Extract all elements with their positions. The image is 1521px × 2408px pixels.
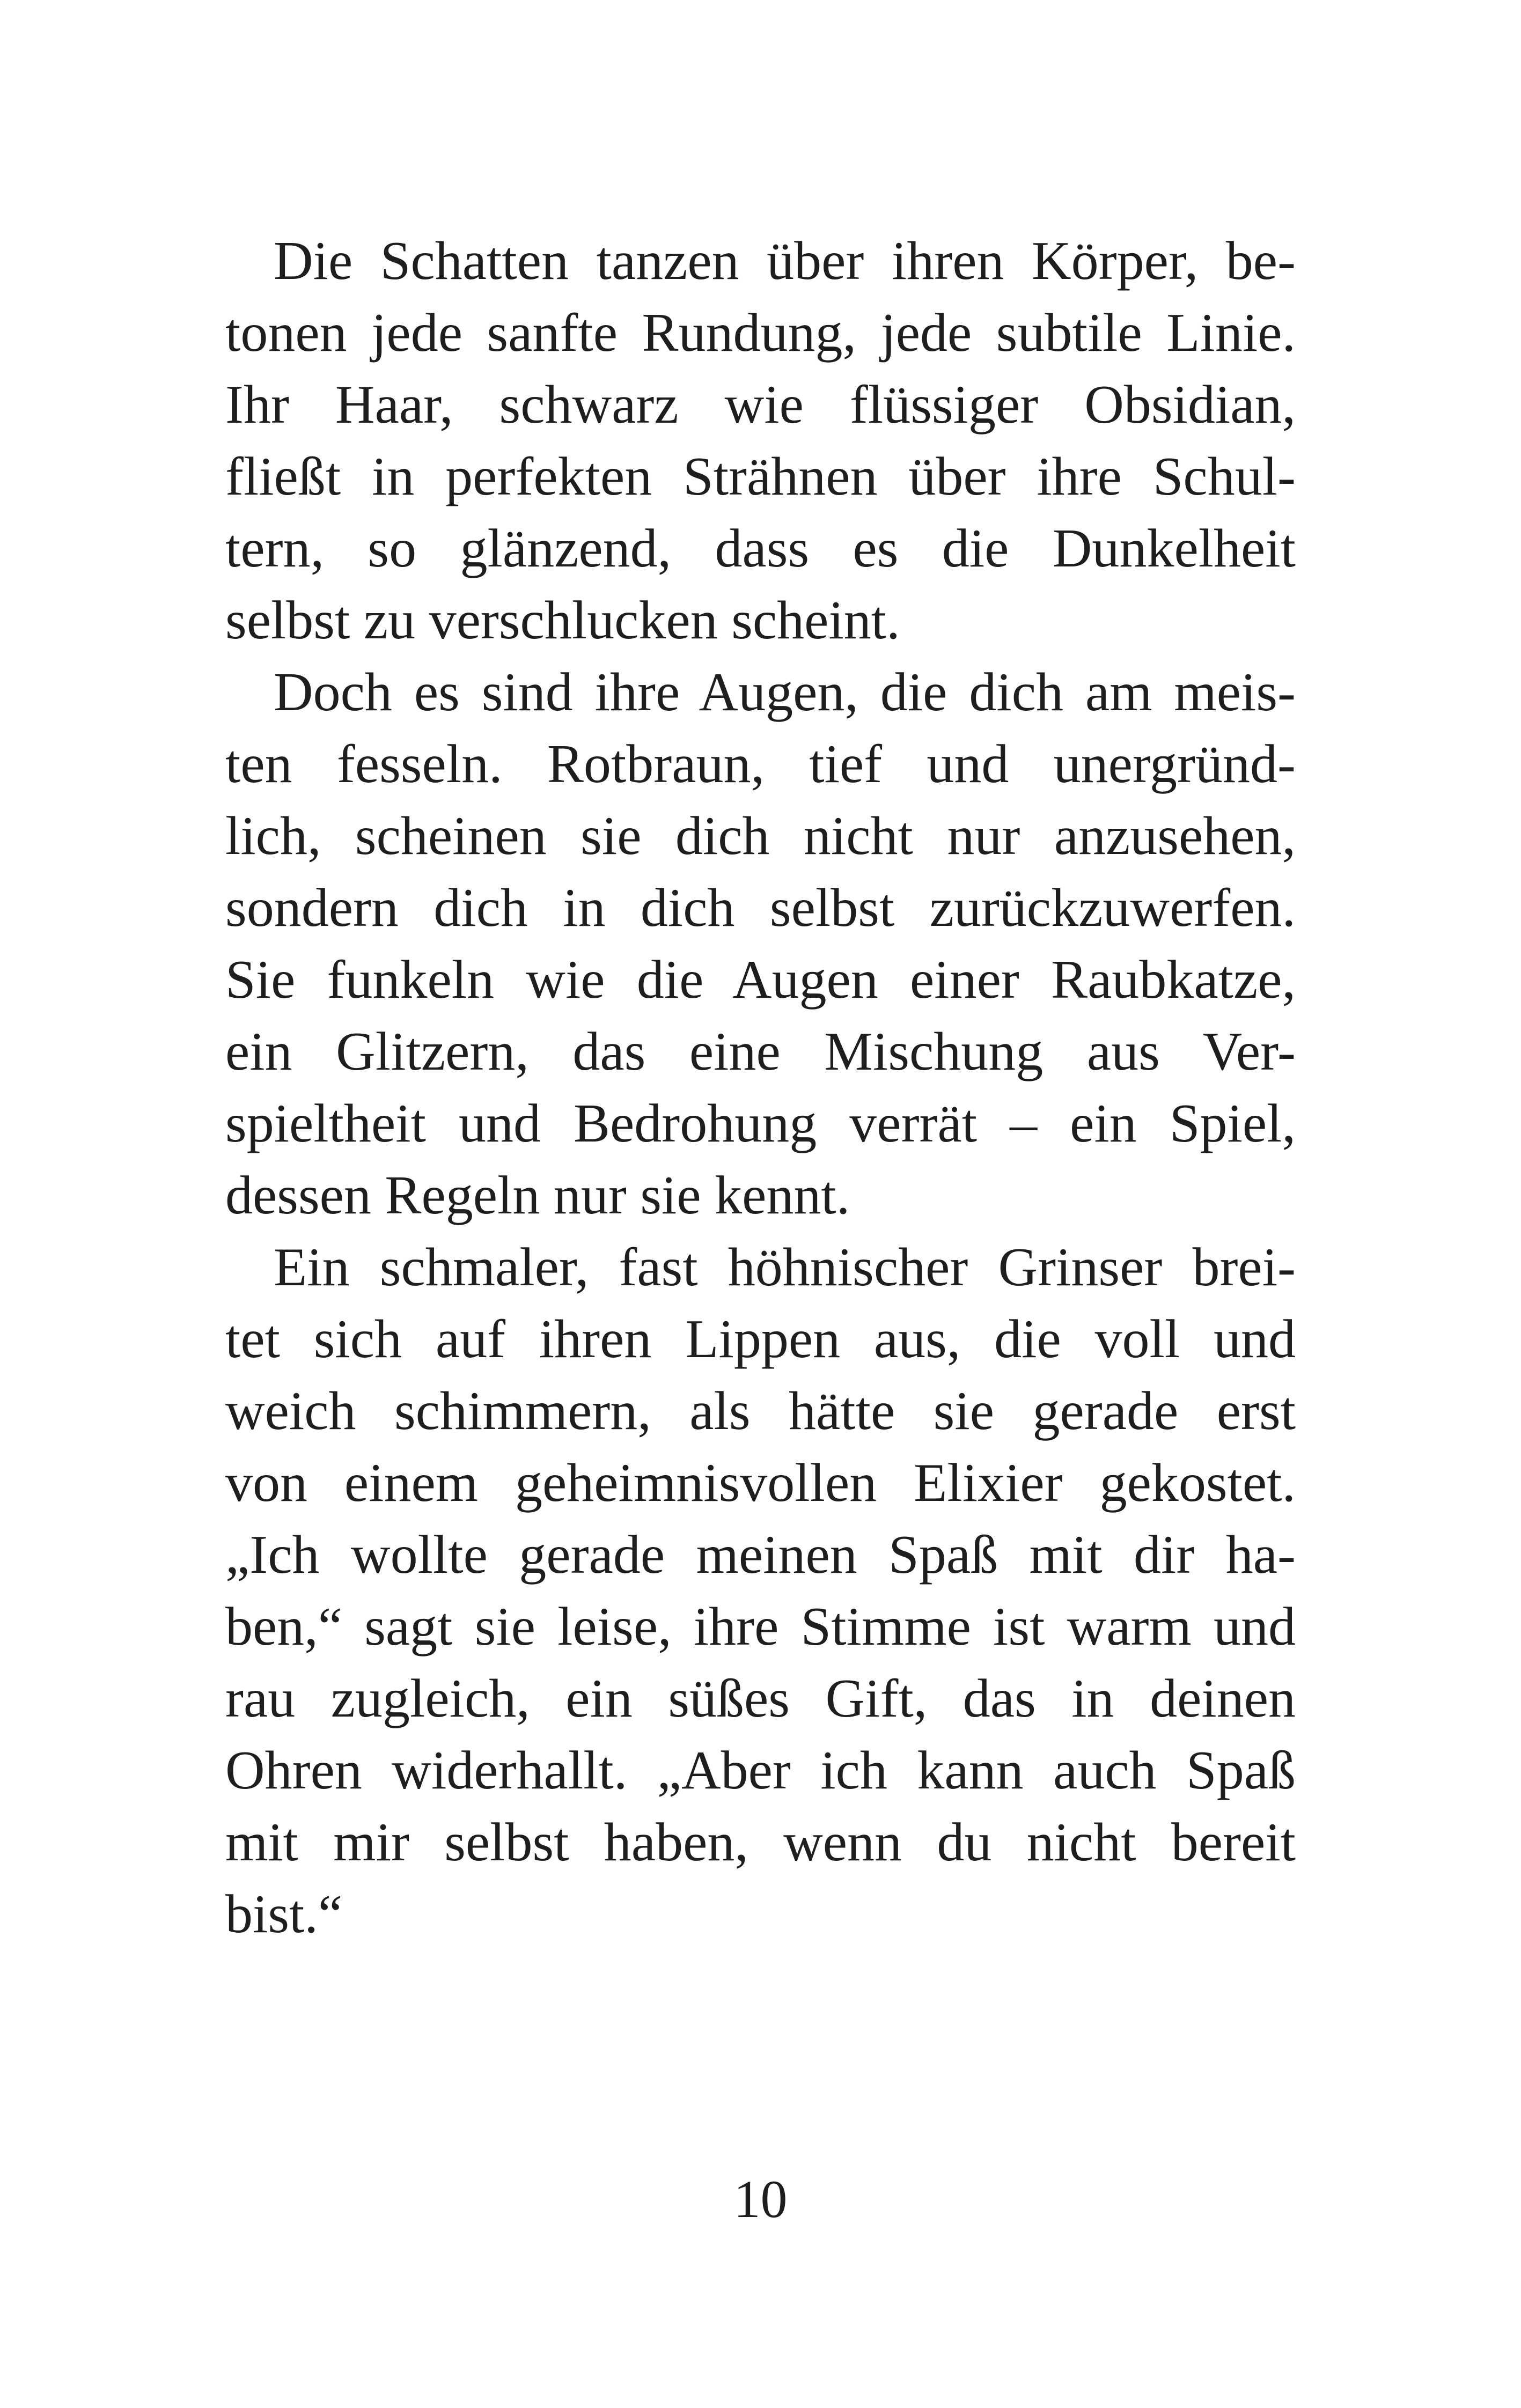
text-line: sondern dich in dich selbst zurückzuwerfen.	[225, 878, 1296, 938]
text-line: Doch es sind ihre Augen, die dich am meis-	[274, 662, 1296, 723]
body-text	[225, 225, 1296, 1950]
text-line: weich schimmern, als hätte sie gerade erst	[225, 1381, 1296, 1441]
text-line: fließt in perfekten Strähnen über ihre Schul-	[225, 446, 1296, 507]
text-line: von einem geheimnisvollen Elixier gekostet.	[225, 1453, 1296, 1513]
text-line: tern, so glänzend, dass es die Dunkelheit	[225, 518, 1296, 579]
text-line: „Ich wollte gerade meinen Spaß mit dir ha-	[225, 1525, 1296, 1585]
text-line: tonen jede sanfte Rundung, jede subtile Linie.	[225, 303, 1296, 363]
text-line: Ohren widerhallt. „Aber ich kann auch Spaß	[225, 1740, 1296, 1801]
text-line: spieltheit und Bedrohung verrät – ein Spiel,	[225, 1093, 1296, 1154]
text-line: ben,“ sagt sie leise, ihre Stimme ist warm und	[225, 1596, 1296, 1657]
text-line: Die Schatten tanzen über ihren Körper, be-	[274, 231, 1296, 291]
page-number: 10	[733, 2169, 788, 2229]
text-line: dessen Regeln nur sie kennt.	[225, 1165, 850, 1226]
text-line: lich, scheinen sie dich nicht nur anzusehen,	[225, 806, 1296, 866]
text-line: rau zugleich, ein süßes Gift, das in deinen	[225, 1668, 1296, 1729]
text-line: Ein schmaler, fast höhnischer Grinser brei-	[274, 1237, 1296, 1298]
text-line: selbst zu verschlucken scheint.	[225, 590, 900, 651]
text-line: tet sich auf ihren Lippen aus, die voll und	[225, 1309, 1296, 1369]
text-line: ten fesseln. Rotbraun, tief und unergründ-	[225, 734, 1296, 794]
text-line: Ihr Haar, schwarz wie flüssiger Obsidian,	[225, 374, 1296, 435]
text-line: mit mir selbst haben, wenn du nicht bereit	[225, 1812, 1296, 1873]
text-line: bist.“	[225, 1884, 343, 1945]
text-line: ein Glitzern, das eine Mischung aus Ver-	[225, 1021, 1296, 1082]
text-line: Sie funkeln wie die Augen einer Raubkatze,	[225, 949, 1296, 1010]
